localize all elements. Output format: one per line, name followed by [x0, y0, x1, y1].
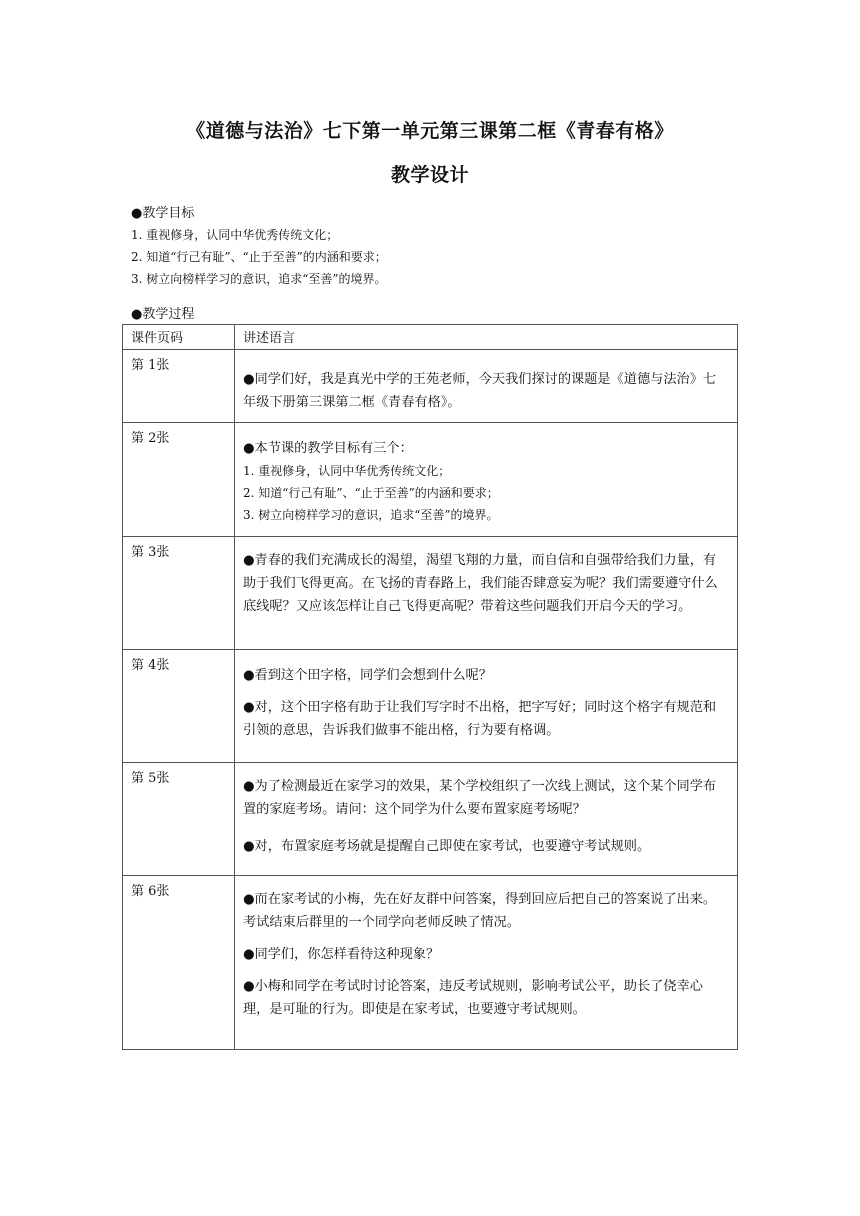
slide-number: 第 4张 — [123, 650, 235, 763]
speech-paragraph: ●同学们好，我是真光中学的王苑老师，今天我们探讨的课题是《道德与法治》七年级下册第三课第二框《青春有格》。 — [243, 372, 717, 410]
slide-number: 第 1张 — [123, 350, 235, 423]
table-row — [123, 763, 738, 876]
speech-text — [235, 876, 738, 1050]
speech-list-item: 1. 重视修身，认同中华优秀传统文化； — [243, 464, 451, 478]
slide-number: 第 5张 — [123, 763, 235, 876]
speech-paragraph: ●看到这个田字格，同学们会想到什么呢？ — [243, 668, 492, 683]
process-table — [122, 324, 738, 1050]
table-row — [123, 537, 738, 650]
speech-paragraph: ●青春的我们充满成长的渴望，渴望飞翔的力量，而自信和自强带给我们力量，有助于我们飞得更高。在飞扬的青春路上，我们能否肆意妄为呢？我们需要遵守什么底线呢？又应该怎样让自己飞得更高呢？带着这些问题我们开启今天的学习。 — [243, 553, 718, 614]
speech-text — [235, 423, 738, 537]
slide-number: 第 2张 — [123, 423, 235, 537]
speech-paragraph: ●本节课的教学目标有三个： — [243, 441, 413, 456]
speech-list-item: 3. 树立向榜样学习的意识，追求“至善”的境界。 — [243, 508, 499, 522]
slide-number: 第 6张 — [123, 876, 235, 1050]
table-row — [123, 650, 738, 763]
table-row — [123, 350, 738, 423]
objective-item: 1. 重视修身，认同中华优秀传统文化； — [131, 228, 339, 242]
objectives-heading: ●教学目标 — [131, 206, 195, 221]
speech-list-item: 2. 知道“行己有耻”、“止于至善”的内涵和要求； — [243, 486, 499, 500]
speech-paragraph: ●小梅和同学在考试时讨论答案，违反考试规则，影响考试公平，助长了侥幸心理，是可耻的行为。即使是在家考试，也要遵守考试规则。 — [243, 979, 703, 1017]
speech-paragraph: ●而在家考试的小梅，先在好友群中问答案，得到回应后把自己的答案说了出来。考试结束后群里的一个同学向老师反映了情况。 — [243, 892, 717, 930]
speech-paragraph: ●同学们，你怎样看待这种现象？ — [243, 947, 440, 962]
speech-text — [235, 763, 738, 876]
speech-text — [235, 350, 738, 423]
speech-paragraph: ●对，这个田字格有助于让我们写字时不出格，把字写好；同时这个格字有规范和引领的意思，告诉我们做事不能出格，行为要有格调。 — [243, 700, 717, 738]
header-page-column: 课件页码 — [123, 325, 235, 350]
slide-number: 第 3张 — [123, 537, 235, 650]
speech-paragraph: ●对，布置家庭考场就是提醒自己即使在家考试，也要遵守考试规则。 — [243, 839, 651, 854]
objective-item: 3. 树立向榜样学习的意识，追求“至善”的境界。 — [131, 272, 387, 286]
table-row — [123, 876, 738, 1050]
process-heading: ●教学过程 — [131, 307, 195, 322]
objective-item: 2. 知道“行己有耻”、“止于至善”的内涵和要求； — [131, 250, 387, 264]
table-header-row — [123, 325, 738, 350]
header-speech-column: 讲述语言 — [235, 325, 738, 350]
speech-text — [235, 537, 738, 650]
speech-paragraph: ●为了检测最近在家学习的效果，某个学校组织了一次线上测试，这个某个同学布置的家庭考场。请问：这个同学为什么要布置家庭考场呢？ — [243, 779, 717, 817]
document-subtitle: 教学设计 — [390, 164, 469, 186]
table-row — [123, 423, 738, 537]
document-title: 《道德与法治》七下第一单元第三课第二框《青春有格》 — [186, 120, 674, 142]
speech-text — [235, 650, 738, 763]
